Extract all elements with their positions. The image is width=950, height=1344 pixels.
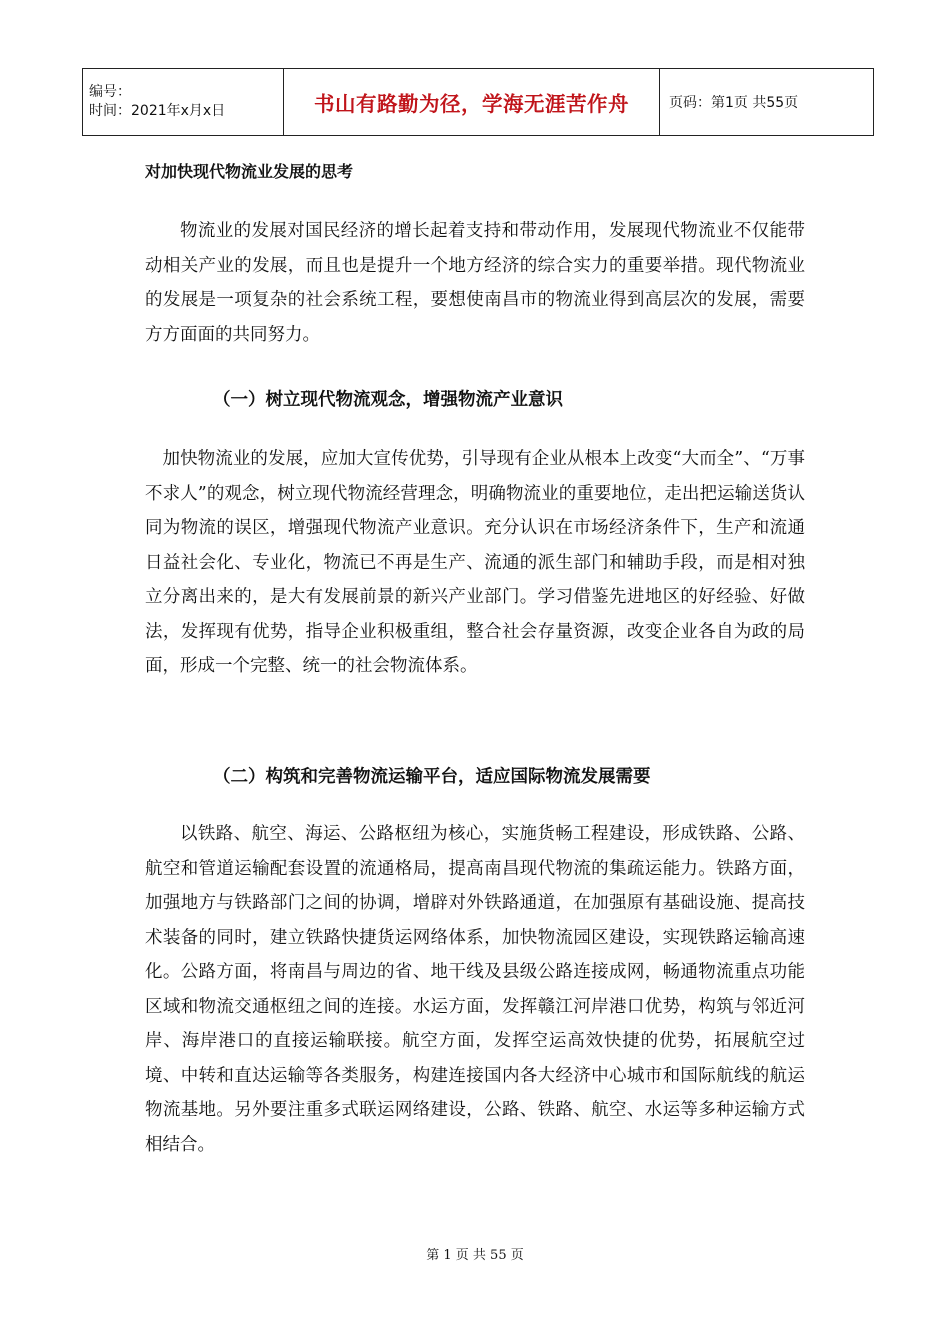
section-2-paragraph: 以铁路、航空、海运、公路枢纽为核心，实施货畅工程建设，形成铁路、公路、航空和管道运输配套设置的流通格局，提高南昌现代物流的集疏运能力。铁路方面，加强地方与铁路部门之间的协调，增辟对外铁路通道，在加强原有基础设施、提高技术装备的同时，建立铁路快捷货运网络体系，加快物流园区建设，实现铁路运输高速化。公路方面，将南昌与周边的省、地干线及县级公路连接成网，畅通物流重点功能区域和物流交通枢纽之间的连接。水运方面，发挥赣江河岸港口优势，构筑与邻近河岸、海岸港口的直接运输联接。航空方面，发挥空运高效快捷的优势，拓展航空过境、中转和直达运输等各类服务，构建连接国内各大经济中心城市和国际航线的航运物流基地。另外要注重多式联运网络建设，公路、铁路、航空、水运等多种运输方式相结合。 xyxy=(145,824,805,1155)
time-label: 时间：2021年x月x日 xyxy=(89,103,226,119)
header-motto-cell xyxy=(284,69,660,136)
section-1-heading: （一）树立现代物流观念，增强物流产业意识 xyxy=(213,390,563,410)
document-title: 对加快现代物流业发展的思考 xyxy=(145,162,354,181)
motto-text: 书山有路勤为径，学海无涯苦作舟 xyxy=(314,92,629,116)
section-2-heading: （二）构筑和完善物流运输平台，适应国际物流发展需要 xyxy=(213,767,651,787)
document-header-table xyxy=(82,68,874,136)
section-1-paragraph: 加快物流业的发展，应加大宣传优势，引导现有企业从根本上改变“大而全”、“万事不求人”的观念，树立现代物流经营理念，明确物流业的重要地位，走出把运输送货认同为物流的误区，增强现代物流产业意识。充分认识在市场经济条件下，生产和流通日益社会化、专业化，物流已不再是生产、流通的派生部门和辅助手段，而是相对独立分离出来的，是大有发展前景的新兴产业部门。学习借鉴先进地区的好经验、好做法，发挥现有优势，指导企业积极重组，整合社会存量资源，改变企业各自为政的局面，形成一个完整、统一的社会物流体系。 xyxy=(145,449,805,676)
page-footer: 第 1 页 共 55 页 xyxy=(426,1248,524,1263)
page-info: 页码：第1页 共55页 xyxy=(669,95,799,111)
number-label: 编号： xyxy=(89,84,131,100)
header-meta-cell xyxy=(83,69,284,136)
intro-paragraph: 物流业的发展对国民经济的增长起着支持和带动作用，发展现代物流业不仅能带动相关产业的发展，而且也是提升一个地方经济的综合实力的重要举措。现代物流业的发展是一项复杂的社会系统工程，要想使南昌市的物流业得到高层次的发展，需要方方面面的共同努力。 xyxy=(145,221,805,345)
header-page-cell xyxy=(660,69,874,136)
